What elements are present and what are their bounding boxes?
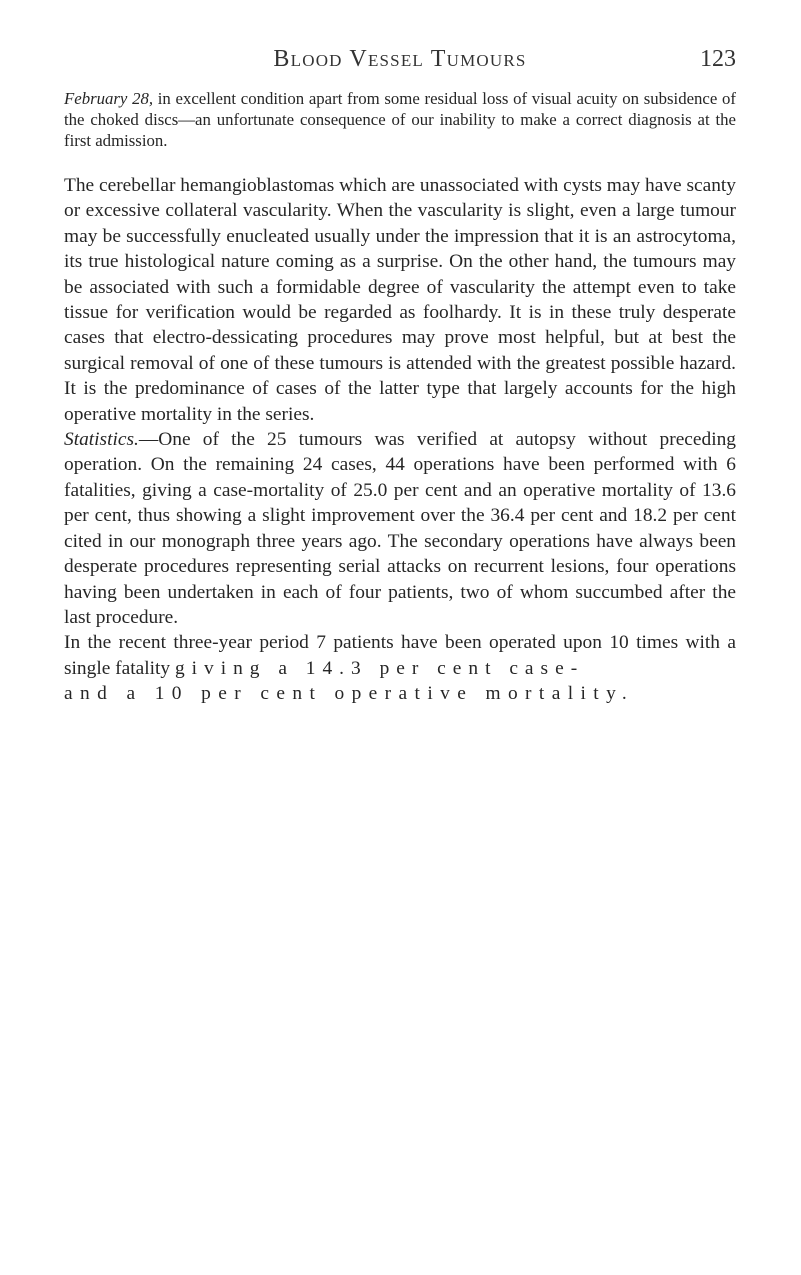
statistics-text: —One of the 25 tumours was verified at autopsy without preceding operation. On the remaining 24 cases, 44 operations have been performed with 6 fatalities, giving a case-mortality of 25.0 per cent and an operative mortality of 13.6 per cent, thus showing a slight improvement over the 36.4 per cent and 18.2 per cent cited in our monograph three years ago. The secondary operations have always been desperate procedures representing serial attacks on recurrent lesions, four operations having been undertaken in each of four patients, two of whom succumbed after the last procedure. xyxy=(64,429,736,628)
recent-period-text: In the recent three-year period 7 patients have been operated upon 10 times with a single fatality xyxy=(64,632,736,679)
paragraph-statistics xyxy=(64,427,736,630)
paragraph-hemangioblastomas: The cerebellar hemangioblastomas which are unassociated with cysts may have scanty or excessive collateral vascularity. When the vascularity is slight, even a large tumour may be successfully enucleated usually under the impression that it is an astrocytoma, its true histological nature coming as a surprise. On the other hand, the tumours may be associated with such a formidable degree of vascularity the attempt even to take tissue for verification would be regarded as foolhardy. It is in these truly desperate cases that electro-dessicating procedures may prove most helpful, but at best the surgical removal of one of these tumours is attended with the greatest possible hazard. It is the predominance of cases of the latter type that largely accounts for the high operative mortality in the series. xyxy=(64,175,736,425)
page-number: 123 xyxy=(700,46,736,72)
document-page xyxy=(64,46,736,707)
running-title: Blood Vessel Tumours xyxy=(273,46,527,72)
paragraph-recent-period xyxy=(64,630,736,681)
recent-period-spaced-text: giving a 14.3 per cent case- xyxy=(174,657,585,679)
running-head xyxy=(64,46,736,82)
top-note xyxy=(64,88,736,151)
statistics-heading: Statistics. xyxy=(64,429,139,451)
top-note-text: in excellent condition apart from some residual loss of visual acuity on subsidence of the choked discs—an unfortunate consequence of our inability to make a correct diagnosis at the first admission. xyxy=(64,89,737,150)
top-note-date: February 28, xyxy=(64,89,154,108)
paragraph-final-line: and a 10 per cent operative mortality. xyxy=(64,683,635,705)
